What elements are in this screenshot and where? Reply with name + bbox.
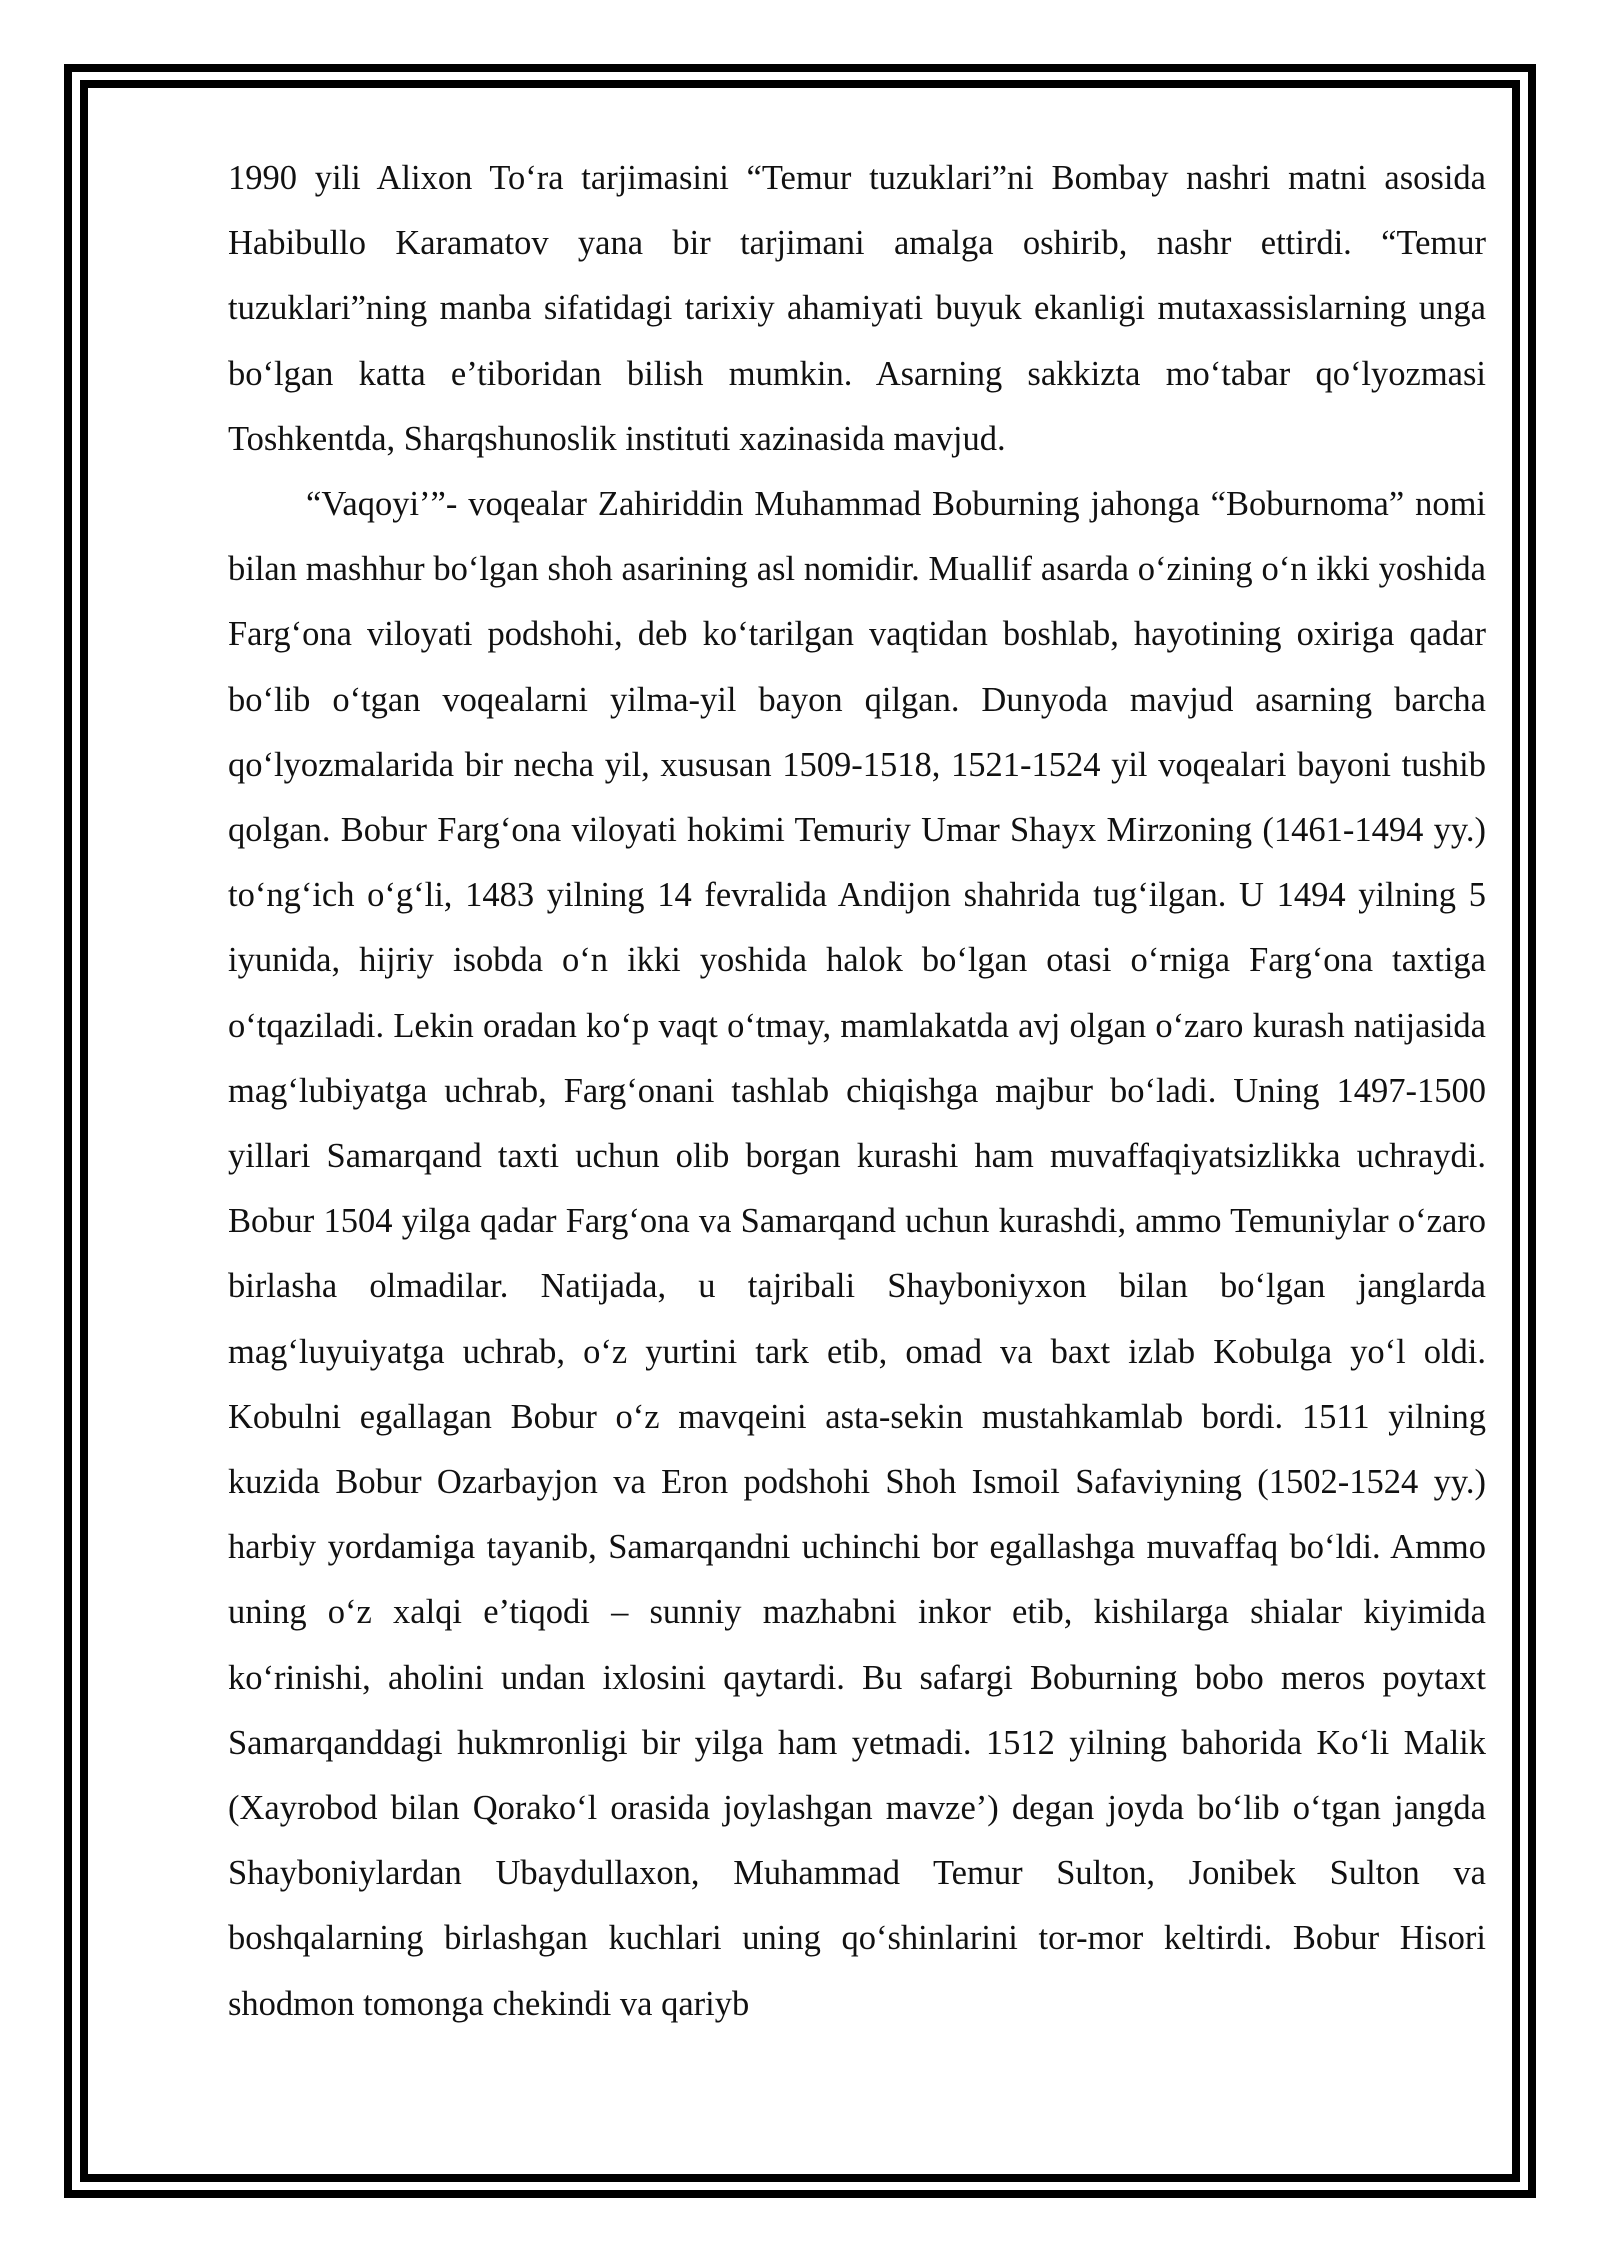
paragraph-1: 1990 yili Alixon To‘ra tarjimasini “Temur tuzuklari”ni Bombay nashri matni asosida Habibullo Karamatov yana bir tarjimani amalga oshirib, nashr ettirdi. “Temur tuzuklari”ning manba sifatidagi tarixiy ahamiyati buyuk ekanligi mutaxassislarning unga bo‘lgan katta e’tiboridan bilish mumkin. Asarning sakkizta mo‘tabar qo‘lyozmasi Toshkentda, Sharqshunoslik instituti xazinasida mavjud. <box>228 159 1486 458</box>
document-body <box>228 146 1486 2037</box>
paragraph-2: “Vaqoyi’”- voqealar Zahiriddin Muhammad Boburning jahonga “Boburnoma” nomi bilan mashhur bo‘lgan shoh asarining asl nomidir. Muallif asarda o‘zining o‘n ikki yoshida Farg‘ona viloyati podshohi, deb ko‘tarilgan vaqtidan boshlab, hayotining oxiriga qadar bo‘lib o‘tgan voqealarni yilma-yil bayon qilgan. Dunyoda mavjud asarning barcha qo‘lyozmalarida bir necha yil, xususan 1509-1518, 1521-1524 yil voqealari bayoni tushib qolgan. Bobur Farg‘ona viloyati hokimi Temuriy Umar Shayx Mirzoning (1461-1494 yy.) to‘ng‘ich o‘g‘li, 1483 yilning 14 fevralida Andijon shahrida tug‘ilgan. U 1494 yilning 5 iyunida, hijriy isobda o‘n ikki yoshida halok bo‘lgan otasi o‘rniga Farg‘ona taxtiga o‘tqaziladi. Lekin oradan ko‘p vaqt o‘tmay, mamlakatda avj olgan o‘zaro kurash natijasida mag‘lubiyatga uchrab, Farg‘onani tashlab chiqishga majbur bo‘ladi. Uning 1497-1500 yillari Samarqand taxti uchun olib borgan kurashi ham muvaffaqiyatsizlikka uchraydi. Bobur 1504 yilga qadar Farg‘ona va Samarqand uchun kurashdi, ammo Temuniylar o‘zaro birlasha olmadilar. Natijada, u tajribali Shayboniyxon bilan bo‘lgan janglarda mag‘luyuiyatga uchrab, o‘z yurtini tark etib, omad va baxt izlab Kobulga yo‘l oldi. Kobulni egallagan Bobur o‘z mavqeini asta-sekin mustahkamlab bordi. 1511 yilning kuzida Bobur Ozarbayjon va Eron podshohi Shoh Ismoil Safaviyning (1502-1524 yy.) harbiy yordamiga tayanib, Samarqandni uchinchi bor egallashga muvaffaq bo‘ldi. Ammo uning o‘z xalqi e’tiqodi – sunniy mazhabni inkor etib, kishilarga shialar kiyimida ko‘rinishi, aholini undan ixlosini qaytardi. Bu safargi Boburning bobo meros poytaxt Samarqanddagi hukmronligi bir yilga ham yetmadi. 1512 yilning bahorida Ko‘li Malik (Xayrobod bilan Qorako‘l orasida joylashgan mavze’) degan joyda bo‘lib o‘tgan jangda Shayboniylardan Ubaydullaxon, Muhammad Temur Sulton, Jonibek Sulton va boshqalarning birlashgan kuchlari uning qo‘shinlarini tor-mor keltirdi. Bobur Hisori shodmon tomonga chekindi va qariyb <box>228 485 1486 2023</box>
